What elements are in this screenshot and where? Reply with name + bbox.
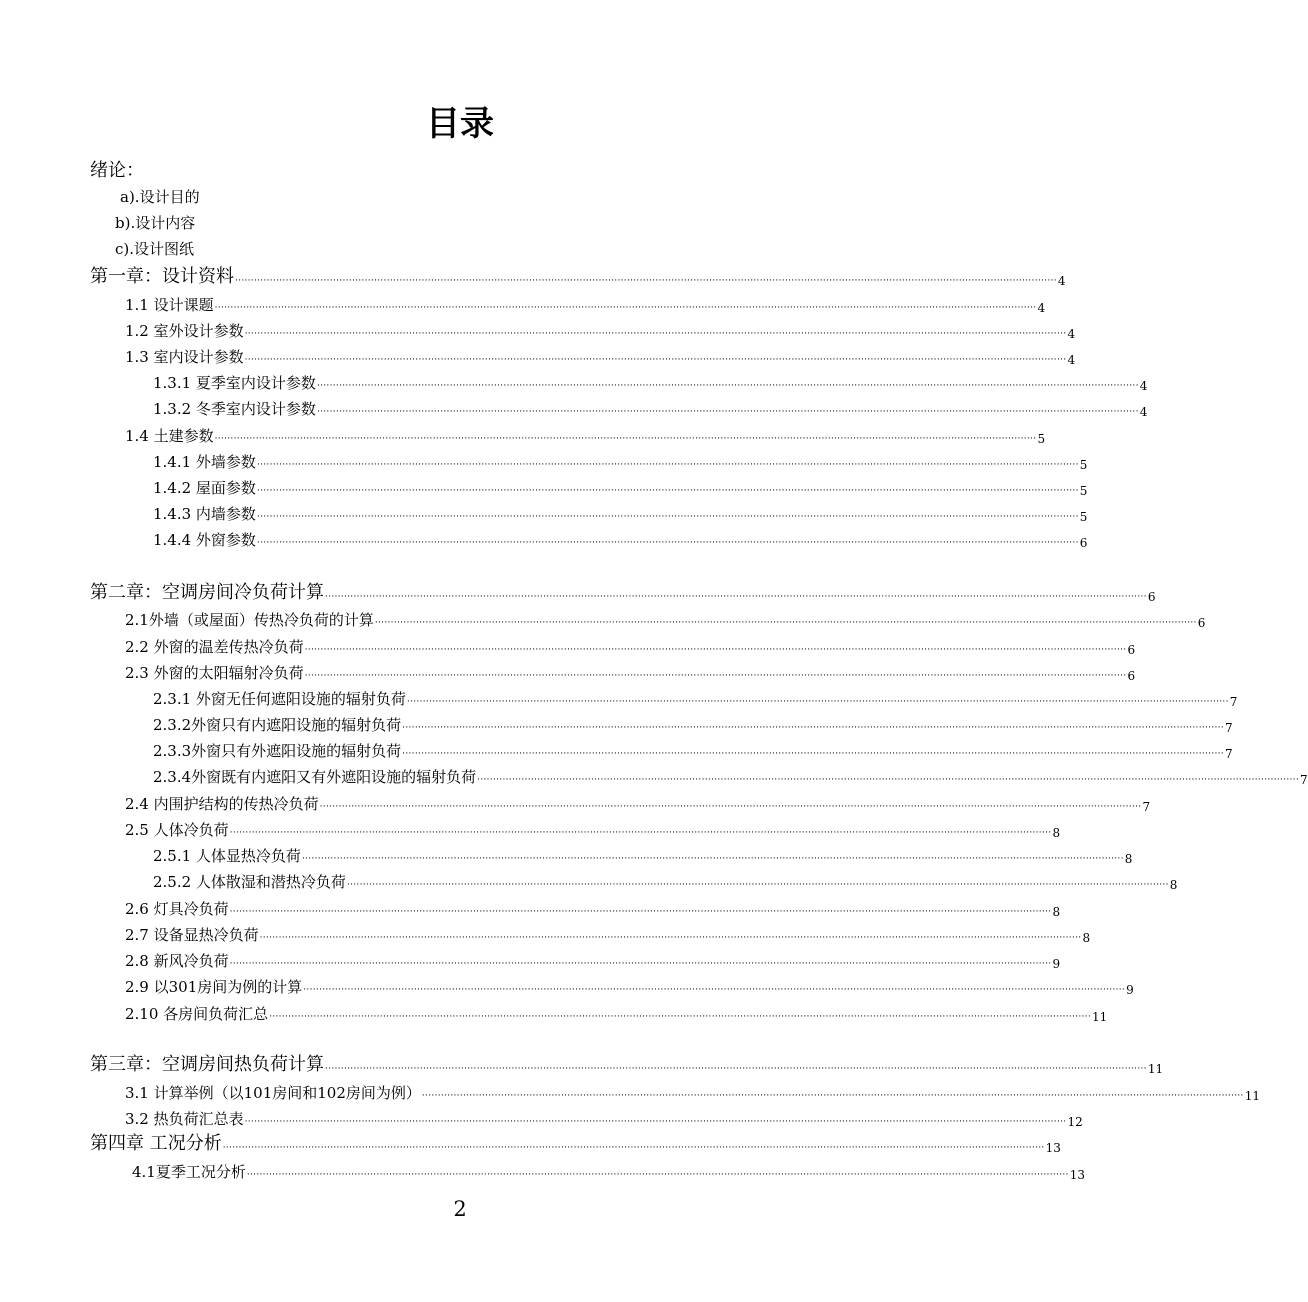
toc-entry[interactable] (153, 446, 1088, 472)
toc-entry-text: 2.3 外窗的太阳辐射冷负荷 (125, 664, 304, 682)
toc-entry[interactable] (125, 315, 1076, 341)
toc-entry[interactable] (153, 761, 1308, 787)
toc-entry[interactable] (153, 498, 1088, 524)
toc-entry-text: 2.4 内围护结构的传热冷负荷 (125, 795, 319, 813)
toc-leader: ···································································································································································································································································· (229, 907, 1052, 917)
toc-leader: ···································································································································································································································································· (346, 880, 1169, 890)
toc-leader: ···································································································································································································································································· (304, 671, 1127, 681)
toc-leader: ···································································································································································································································································· (235, 276, 1057, 286)
toc-page-number: 6 (1127, 643, 1136, 657)
toc-page-number: 7 (1225, 721, 1233, 735)
toc-leader: ···································································································································································································································································· (214, 303, 1037, 313)
toc-entry-text: 1.3.2 冬季室内设计参数 (153, 400, 316, 418)
toc-entry[interactable] (153, 866, 1178, 892)
toc-leader: ···································································································································································································································································· (259, 933, 1082, 943)
toc-entry[interactable] (153, 367, 1148, 393)
toc-entry[interactable] (153, 393, 1148, 419)
toc-leader: ···································································································································································································································································· (229, 828, 1052, 838)
toc-page-number: 8 (1124, 852, 1133, 866)
toc-page-number: 9 (1052, 957, 1061, 971)
toc-entry[interactable] (125, 631, 1136, 657)
toc-leader: ···································································································································································································································································· (316, 407, 1139, 417)
toc-entry-text: 1.4 土建参数 (125, 427, 214, 445)
toc-entry[interactable] (125, 919, 1091, 945)
toc-page-number: 6 (1197, 616, 1206, 630)
toc-entry-text: 2.1外墙（或屋面）传热冷负荷的计算 (125, 611, 374, 629)
toc-leader: ···································································································································································································································································· (256, 486, 1079, 496)
toc-leader: ···································································································································································································································································· (269, 1012, 1091, 1022)
toc-leader: ···································································································································································································································································· (244, 355, 1067, 365)
toc-leader: ···································································································································································································································································· (214, 434, 1037, 444)
toc-page-number: 4 (1139, 405, 1148, 419)
toc-leader: ···································································································································································································································································· (246, 1170, 1069, 1180)
toc-entry[interactable] (153, 472, 1088, 498)
toc-entry-text: 2.6 灯具冷负荷 (125, 900, 229, 918)
intro-item: b).设计内容 (115, 214, 196, 232)
toc-leader: ···································································································································································································································································· (256, 512, 1079, 522)
toc-page-number: 11 (1244, 1089, 1260, 1103)
toc-page-number: 4 (1139, 379, 1148, 393)
toc-page-number: 7 (1142, 800, 1151, 814)
toc-page-number: 12 (1067, 1115, 1083, 1129)
intro-heading: 绪论： (90, 160, 144, 181)
toc-page-number: 8 (1169, 878, 1178, 892)
toc-leader: ···································································································································································································································································· (303, 985, 1126, 995)
toc-entry[interactable] (125, 420, 1046, 446)
toc-leader: ···································································································································································································································································· (316, 381, 1139, 391)
toc-leader: ···································································································································································································································································· (244, 1117, 1067, 1127)
toc-entry[interactable] (125, 289, 1046, 315)
toc-entry[interactable] (125, 657, 1136, 683)
toc-entry-text: 2.3.1 外窗无任何遮阳设施的辐射负荷 (153, 690, 406, 708)
toc-entry[interactable] (153, 709, 1233, 735)
toc-entry-text: 3.1 计算举例（以101房间和102房间为例） (125, 1084, 421, 1102)
toc-entry-chapter[interactable] (90, 262, 1066, 288)
toc-entry[interactable] (125, 893, 1061, 919)
toc-entry[interactable] (153, 735, 1233, 761)
toc-page-number: 6 (1127, 669, 1136, 683)
toc-entry-text: 2.5 人体冷负荷 (125, 821, 229, 839)
toc-entry[interactable] (125, 1077, 1260, 1103)
toc-entry-chapter[interactable] (90, 1129, 1061, 1155)
toc-entry[interactable] (153, 524, 1088, 550)
toc-leader: ···································································································································································································································································· (229, 959, 1052, 969)
toc-entry-text: 第三章：空调房间热负荷计算 (90, 1054, 324, 1075)
intro-item: c).设计图纸 (115, 240, 195, 258)
toc-entry[interactable] (125, 971, 1134, 997)
toc-entry[interactable] (125, 814, 1061, 840)
toc-entry[interactable] (132, 1156, 1085, 1182)
toc-page-number: 5 (1079, 484, 1088, 498)
toc-entry[interactable] (125, 341, 1076, 367)
toc-entry[interactable] (125, 788, 1151, 814)
toc-entry-text: 2.8 新风冷负荷 (125, 952, 229, 970)
toc-entry-text: 2.10 各房间负荷汇总 (125, 1005, 269, 1023)
toc-page-number: 8 (1082, 931, 1091, 945)
toc-entry-text: 1.1 设计课题 (125, 296, 214, 314)
toc-leader: ···································································································································································································································································· (256, 460, 1079, 470)
toc-entry-text: 2.3.4外窗既有内遮阳又有外遮阳设施的辐射负荷 (153, 768, 477, 786)
toc-entry-text: 2.3.3外窗只有外遮阳设施的辐射负荷 (153, 742, 402, 760)
toc-page-number: 11 (1147, 1062, 1164, 1076)
toc-page-number: 4 (1067, 327, 1076, 341)
page-title: 目录 (426, 104, 494, 144)
toc-page-number: 6 (1147, 590, 1156, 604)
toc-entry[interactable] (125, 945, 1061, 971)
toc-entry-text: 1.4.3 内墙参数 (153, 505, 256, 523)
toc-leader: ···································································································································································································································································· (325, 1064, 1147, 1074)
toc-page-number: 11 (1092, 1010, 1108, 1024)
toc-page-number: 4 (1037, 301, 1046, 315)
toc-entry[interactable] (125, 1103, 1083, 1129)
toc-leader: ···································································································································································································································································· (477, 775, 1299, 785)
toc-leader: ···································································································································································································································································· (325, 592, 1147, 602)
toc-leader: ···································································································································································································································································· (319, 802, 1142, 812)
page-number: 2 (453, 1197, 467, 1221)
toc-leader: ···································································································································································································································································· (222, 1143, 1045, 1153)
toc-entry-text: 1.4.1 外墙参数 (153, 453, 256, 471)
toc-page-number: 8 (1052, 905, 1061, 919)
toc-page-number: 13 (1045, 1141, 1061, 1155)
toc-entry-text: 3.2 热负荷汇总表 (125, 1110, 244, 1128)
toc-leader: ···································································································································································································································································· (421, 1091, 1244, 1101)
toc-leader: ···································································································································································································································································· (402, 723, 1224, 733)
toc-page-number: 7 (1300, 773, 1308, 787)
intro-item: a).设计目的 (120, 188, 200, 206)
toc-page-number: 9 (1126, 983, 1134, 997)
toc-entry-text: 4.1夏季工况分析 (132, 1163, 246, 1181)
toc-entry-chapter[interactable] (90, 1050, 1164, 1076)
toc-entry-text: 第一章：设计资料 (90, 266, 234, 287)
toc-page-number: 6 (1079, 536, 1088, 550)
toc-entry-text: 2.5.2 人体散湿和潜热冷负荷 (153, 873, 346, 891)
toc-entry-chapter[interactable] (90, 578, 1156, 604)
toc-entry[interactable] (153, 683, 1238, 709)
toc-entry-text: 第二章：空调房间冷负荷计算 (90, 582, 324, 603)
toc-page-number: 4 (1057, 274, 1066, 288)
toc-entry[interactable] (125, 998, 1108, 1024)
toc-page-number: 5 (1079, 458, 1088, 472)
toc-page-number: 13 (1069, 1168, 1085, 1182)
toc-entry-text: 1.3 室内设计参数 (125, 348, 244, 366)
toc-leader: ···································································································································································································································································· (244, 329, 1067, 339)
toc-leader: ···································································································································································································································································· (406, 697, 1229, 707)
toc-entry-text: 1.2 室外设计参数 (125, 322, 244, 340)
toc-entry[interactable] (125, 604, 1206, 630)
toc-leader: ···································································································································································································································································· (374, 618, 1197, 628)
toc-entry-text: 2.3.2外窗只有内遮阳设施的辐射负荷 (153, 716, 402, 734)
toc-page-number: 5 (1037, 432, 1046, 446)
toc-entry[interactable] (153, 840, 1133, 866)
toc-entry-text: 2.9 以301房间为例的计算 (125, 978, 303, 996)
toc-page-number: 7 (1225, 747, 1233, 761)
toc-entry-text: 2.7 设备显热冷负荷 (125, 926, 259, 944)
toc-page-number: 7 (1229, 695, 1238, 709)
toc-page-number: 5 (1079, 510, 1088, 524)
toc-entry-text: 1.3.1 夏季室内设计参数 (153, 374, 316, 392)
toc-leader: ···································································································································································································································································· (301, 854, 1124, 864)
toc-entry-text: 1.4.4 外窗参数 (153, 531, 256, 549)
toc-entry-text: 第四章 工况分析 (90, 1133, 222, 1154)
toc-entry-text: 2.2 外窗的温差传热冷负荷 (125, 638, 304, 656)
toc-entry-text: 1.4.2 屋面参数 (153, 479, 256, 497)
toc-page-number: 8 (1052, 826, 1061, 840)
toc-page-number: 4 (1067, 353, 1076, 367)
toc-entry-text: 2.5.1 人体显热冷负荷 (153, 847, 301, 865)
toc-leader: ···································································································································································································································································· (304, 645, 1127, 655)
toc-leader: ···································································································································································································································································· (402, 749, 1224, 759)
toc-leader: ···································································································································································································································································· (256, 538, 1079, 548)
